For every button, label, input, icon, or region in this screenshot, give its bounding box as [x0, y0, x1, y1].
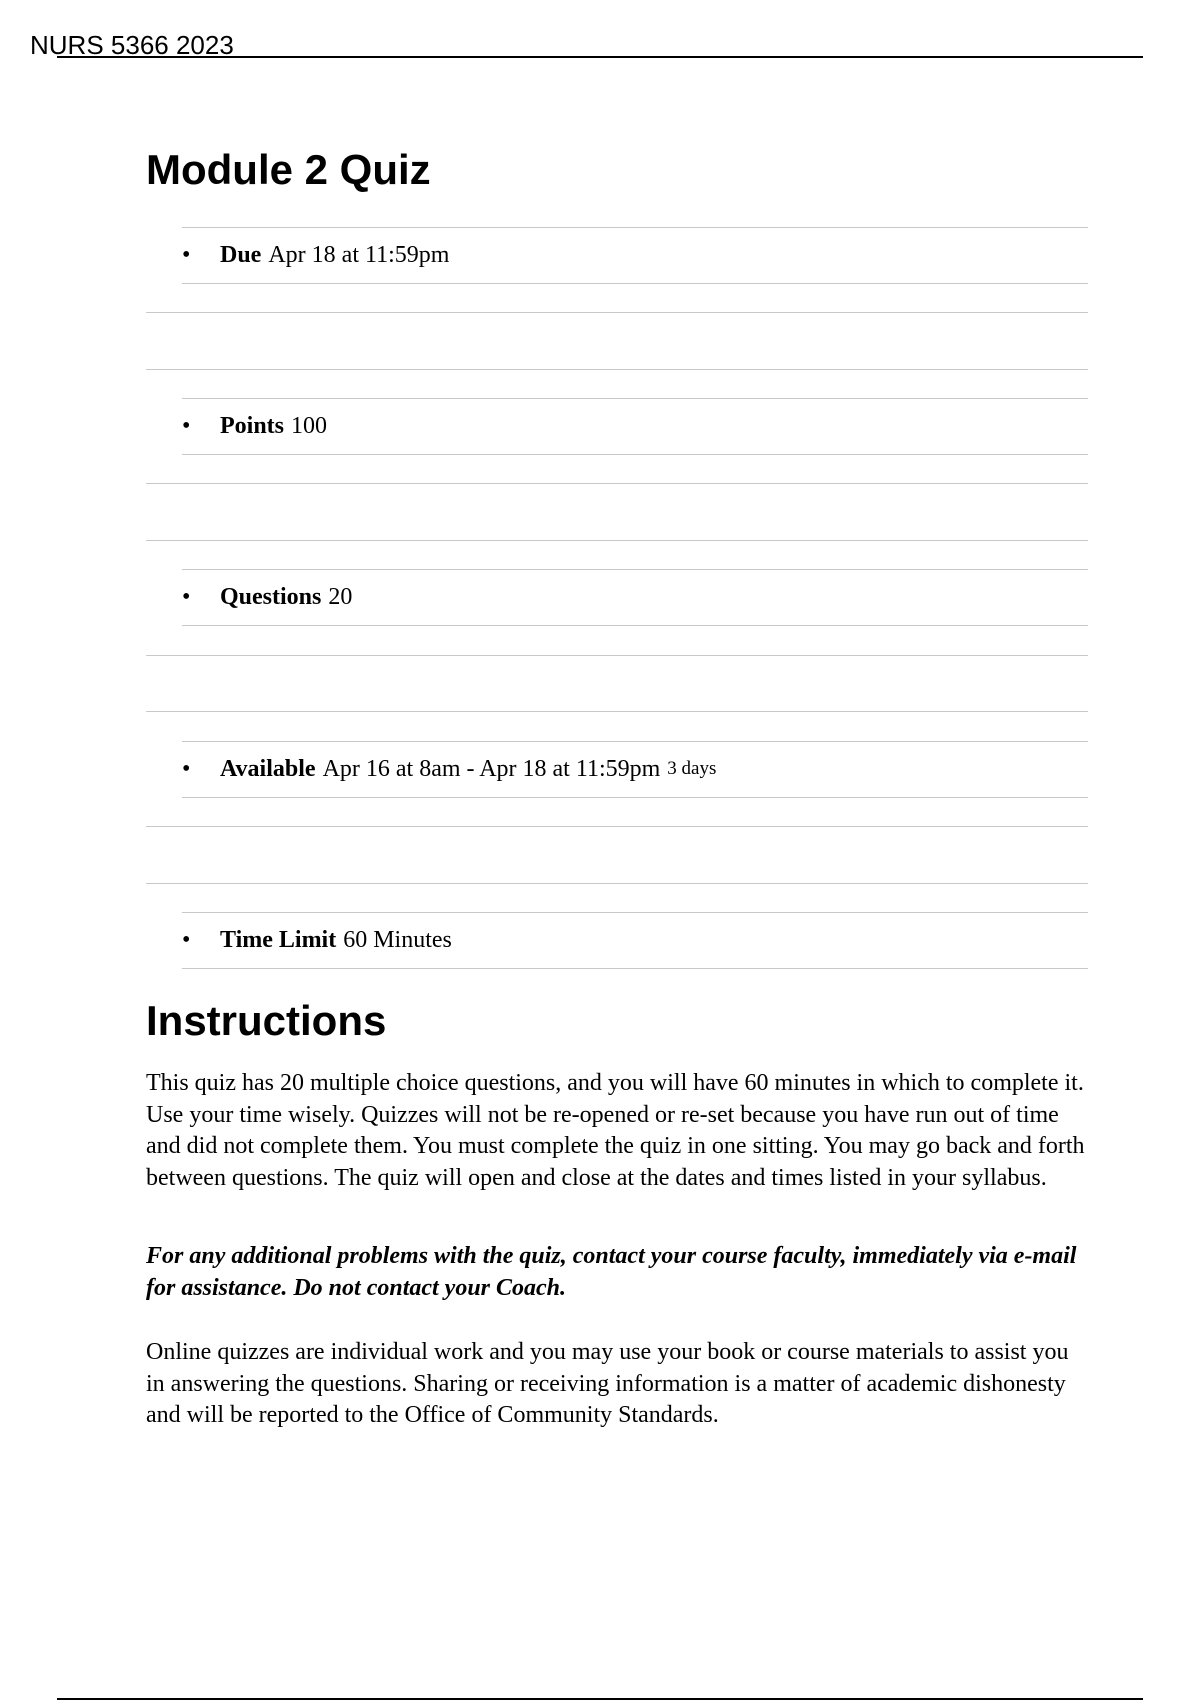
divider: [146, 369, 1088, 370]
bullet-icon: •: [182, 242, 191, 268]
detail-value: 20: [328, 583, 353, 610]
detail-available: [182, 741, 1088, 797]
detail-due: [182, 227, 1088, 283]
divider: [182, 454, 1088, 455]
instructions-integrity-note: Online quizzes are individual work and you may use your book or course materials to assist you in answering the questions. Sharing or receiving information is a matter of academic dishonesty and will be reported to the Office of Community Standards.: [146, 1339, 1069, 1428]
divider: [146, 883, 1088, 884]
divider: [182, 968, 1088, 969]
detail-value: Apr 16 at 8am - Apr 18 at 11:59pm: [322, 755, 661, 782]
detail-questions: [182, 569, 1088, 625]
divider: [146, 826, 1088, 827]
divider: [146, 540, 1088, 541]
divider: [182, 625, 1088, 626]
header-divider: [57, 56, 1143, 58]
detail-label: Due: [220, 241, 262, 268]
detail-points: [182, 398, 1088, 454]
detail-value: 60 Minutes: [343, 926, 452, 953]
detail-label: Time Limit: [220, 926, 337, 953]
instructions-paragraph: This quiz has 20 multiple choice questions, and you will have 60 minutes in which to complete it. Use your time wisely. Quizzes will not be re-opened or re-set because you have run out of time and did not complete them. You must complete the quiz in one sitting. You may go back and forth between questions. The quiz will open and close at the dates and times listed in your syllabus.: [146, 1070, 1085, 1191]
bullet-icon: •: [182, 413, 191, 439]
detail-label: Available: [220, 755, 316, 782]
divider: [146, 711, 1088, 712]
detail-value: 100: [291, 412, 328, 439]
detail-time-limit: [182, 912, 1088, 968]
divider: [182, 283, 1088, 284]
divider: [146, 483, 1088, 484]
detail-label: Questions: [220, 583, 322, 610]
page-header-course: NURS 5366 2023: [30, 30, 234, 60]
quiz-title: Module 2 Quiz: [146, 146, 431, 193]
bullet-icon: •: [182, 584, 191, 610]
divider: [182, 797, 1088, 798]
divider: [146, 655, 1088, 656]
bullet-icon: •: [182, 927, 191, 953]
instructions-heading: Instructions: [146, 997, 387, 1044]
availability-duration: 3 days: [667, 758, 717, 779]
divider: [146, 312, 1088, 313]
bullet-icon: •: [182, 756, 191, 782]
detail-value: Apr 18 at 11:59pm: [268, 241, 450, 268]
instructions-contact-note: For any additional problems with the quiz, contact your course faculty, immediately via e-mail for assistance. Do not contact your Coach.: [146, 1243, 1077, 1301]
detail-label: Points: [220, 412, 285, 439]
